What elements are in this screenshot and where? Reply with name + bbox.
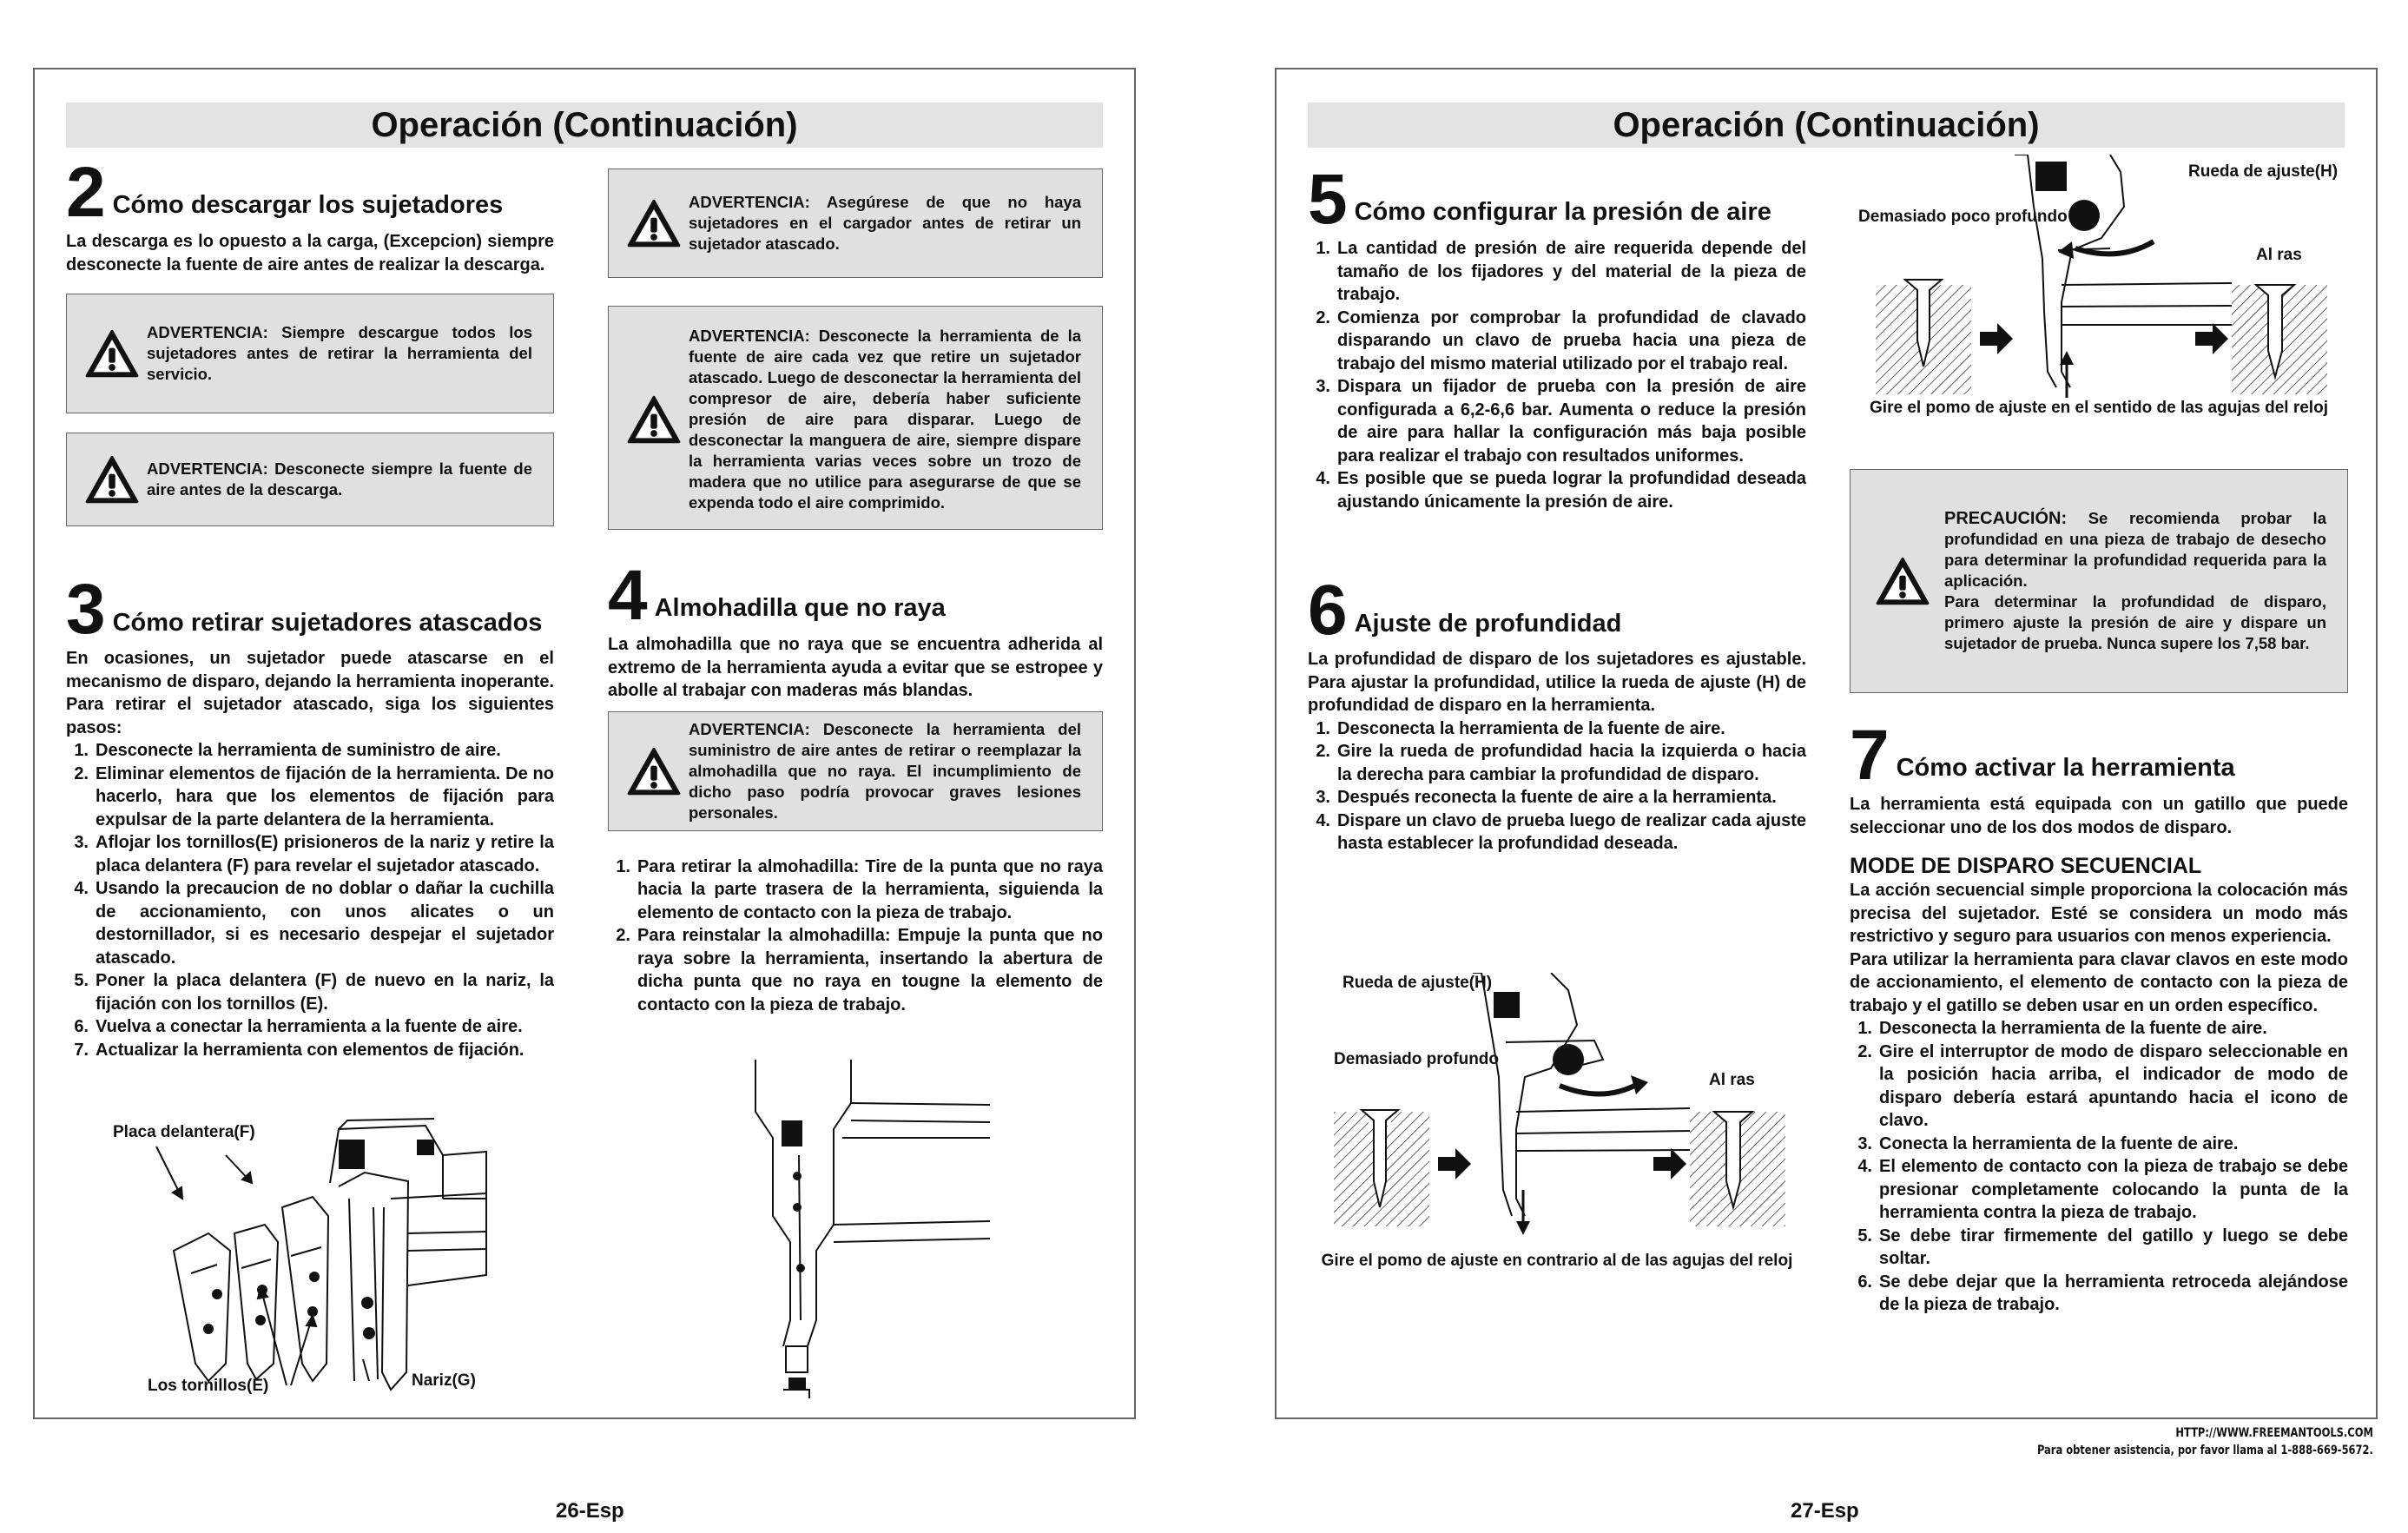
list-item-number: 7. — [74, 1040, 89, 1060]
list-item — [1850, 1155, 2348, 1225]
section-7-para-2: Para utilizar la herramienta para clavar clavos en este modo de accionamiento, el elemento de contacto con la pieza de trabajo y el gatillo se deben usar en un orden específico. — [1850, 949, 2348, 1015]
warning-icon — [619, 746, 689, 796]
list-item-number: 4. — [1316, 810, 1330, 830]
label-too-shallow: Demasiado poco profundo — [1858, 208, 2068, 226]
label-too-deep: Demasiado profundo — [1334, 1050, 1500, 1068]
list-item — [66, 969, 554, 1015]
contact-info — [2037, 1424, 2373, 1459]
warning-icon — [77, 454, 147, 505]
section-4-steps — [608, 856, 1103, 1017]
label-flush: Al ras — [2256, 246, 2302, 264]
list-item-number: 5. — [1857, 1226, 1872, 1246]
section-6-title — [1308, 571, 1806, 651]
section-2-intro: La descarga es lo opuesto a la carga, (Excepcion) siempre desconecte la fuente de aire antes de realizar la descarga. — [66, 232, 554, 274]
list-item-number: 4. — [74, 879, 89, 899]
list-item — [1308, 809, 1806, 856]
list-item-text: Es posible que se pueda lograr la profundidad deseada ajustando únicamente la presión de aire. — [1337, 469, 1806, 512]
warning-box — [66, 294, 554, 413]
list-item — [1308, 375, 1806, 467]
section-number: 2 — [66, 153, 106, 232]
page-number: 27-Esp — [1791, 1499, 1859, 1523]
label-adjust-wheel: Rueda de ajuste(H) — [1343, 974, 1493, 992]
warning-text: ADVERTENCIA: Desconecte la herramienta de la fuente de aire cada vez que retire un sujetador atascado. Luego de desconectar la herramienta del compresor de aire, debería haber suficiente presión de aire para disparar. Luego de desconectar la manguera de aire, siempre dispare la herramienta varias veces sobre un trozo de madera que no utilice para asegurarse de que se expenda todo el aire comprimido. — [689, 327, 1081, 512]
page-left — [33, 68, 1136, 1523]
list-item — [1850, 1271, 2348, 1317]
list-item-text: La cantidad de presión de aire requerida depende del tamaño de los fijadores y del material de la pieza de trabajo. — [1337, 239, 1806, 305]
right-column-1 — [1308, 160, 1806, 856]
list-item-text: Desconecta la herramienta de la fuente de aire. — [1337, 718, 1725, 738]
list-item-number: 3. — [1316, 788, 1330, 808]
section-4-title — [608, 556, 1103, 635]
caution-text-2: Para determinar la profundidad de disparo, primero ajuste la presión de aire y dispare un sujetador de prueba. Nunca supere los 7,58 bar. — [1944, 592, 2326, 652]
label-nose: Nariz(G) — [412, 1371, 476, 1390]
list-item — [1850, 1041, 2348, 1133]
label-adjust-wheel: Rueda de ajuste(H) — [2188, 162, 2339, 181]
no-mar-pad-drawing — [721, 1060, 1007, 1398]
list-item-number: 1. — [1857, 1019, 1872, 1039]
list-item-number: 4. — [1316, 469, 1330, 489]
no-mar-pad-figure — [721, 1060, 1007, 1398]
section-3-intro: En ocasiones, un sujetador puede atascarse en el mecanismo de disparo, dejando la herramienta inoperante. Para retirar el sujetador atascado, siga los siguientes pasos: — [66, 649, 554, 737]
list-item-text: El elemento de contacto con la pieza de trabajo se debe presionar completamente colocando la punta de la herramienta contra la pieza de trabajo. — [1879, 1157, 2348, 1223]
list-item-number: 2. — [1316, 742, 1330, 762]
section-7-title — [1850, 716, 2348, 795]
section-5-title — [1308, 160, 1806, 239]
list-item-text: Dispara un fijador de prueba con la presión de aire configurada a 6,2-6,6 bar. Aumenta o reduce la presión de aire para hallar la configuración más baja posible para realizar el trabajo con resultados uniformes. — [1337, 377, 1806, 466]
section-3-title — [66, 570, 554, 650]
warning-icon — [619, 394, 689, 445]
page-header: Operación (Continuación) — [66, 102, 1103, 148]
sequential-mode-heading: MODE DE DISPARO SECUENCIAL — [1850, 854, 2202, 879]
section-heading: Cómo activar la herramienta — [1896, 754, 2235, 783]
list-item-number: 1. — [74, 741, 89, 761]
depth-shallow-figure — [1850, 155, 2348, 441]
warning-icon — [1861, 556, 1944, 606]
section-3-steps — [66, 739, 554, 1061]
list-item-text: Después reconecta la fuente de aire a la herramienta. — [1337, 788, 1777, 808]
list-item — [1308, 740, 1806, 786]
depth-shallow-drawing — [1850, 155, 2348, 406]
section-2-title — [66, 153, 554, 232]
list-item — [66, 1039, 554, 1062]
warning-box — [608, 306, 1103, 530]
list-item-number: 4. — [1857, 1157, 1872, 1177]
warning-text: ADVERTENCIA: Asegúrese de que no haya sujetadores en el cargador antes de retirar un sujetador atascado. — [689, 193, 1081, 253]
nose-plate-figure — [78, 1103, 530, 1398]
list-item-number: 2. — [616, 926, 630, 946]
label-flush: Al ras — [1709, 1071, 1755, 1089]
list-item-text: Actualizar la herramienta con elementos de fijación. — [96, 1040, 524, 1060]
caution-text-1: Se recomienda probar la profundidad en una pieza de trabajo de desecho para determinar la profundidad requerida para la aplicación. — [1944, 509, 2326, 590]
list-item-text: Desconecta la herramienta de la fuente de aire. — [1879, 1019, 2267, 1039]
list-item-number: 1. — [616, 856, 630, 876]
list-item — [1850, 1133, 2348, 1156]
list-item-text: Poner la placa delantera (F) de nuevo en la nariz, la fijación con los tornillos (E). — [96, 971, 554, 1014]
warning-box — [66, 433, 554, 526]
list-item-number: 6. — [1857, 1272, 1872, 1292]
list-item-text: Dispare un clavo de prueba luego de realizar cada ajuste hasta establecer la profundidad deseada. — [1337, 810, 1806, 854]
section-heading: Ajuste de profundidad — [1354, 609, 1622, 638]
list-item-text: Aflojar los tornillos(E) prisioneros de la nariz y retire la placa delantera (F) para revelar el sujetador atascado. — [96, 833, 554, 876]
list-item — [1308, 237, 1806, 307]
section-heading: Cómo descargar los sujetadores — [112, 191, 504, 220]
figure-caption: Gire el pomo de ajuste en el sentido de las agujas del reloj — [1870, 399, 2328, 417]
support-phone: Para obtener asistencia, por favor llama al 1-888-669-5672. — [2037, 1444, 2373, 1457]
list-item — [1308, 467, 1806, 513]
list-item-number: 3. — [1857, 1133, 1872, 1153]
list-item-text: Gire la rueda de profundidad hacia la izquierda o hacia la derecha para cambiar la profundidad de disparo. — [1337, 742, 1806, 784]
website-url[interactable]: HTTP://WWW.FREEMANTOOLS.COM — [2175, 1426, 2373, 1440]
list-item-number: 5. — [74, 971, 89, 991]
left-column-1 — [66, 153, 554, 1061]
label-screws: Los tornillos(E) — [148, 1377, 269, 1395]
section-6-intro: La profundidad de disparo de los sujetadores es ajustable. Para ajustar la profundidad, utilice la rueda de ajuste (H) de profundidad de disparo en la herramienta. — [1308, 650, 1806, 716]
page-header: Operación (Continuación) — [1308, 102, 2345, 148]
list-item-text: Conecta la herramienta de la fuente de aire. — [1879, 1133, 2239, 1153]
caution-box — [1850, 469, 2348, 693]
list-item — [66, 877, 554, 969]
list-item-text: Para retirar la almohadilla: Tire de la punta que no raya hacia la parte trasera de la herramienta, siguienda la elemento de contacto con la pieza de trabajo. — [637, 856, 1103, 922]
list-item-text: Se debe dejar que la herramienta retroceda alejándose de la pieza de trabajo. — [1879, 1272, 2348, 1315]
list-item — [66, 831, 554, 877]
list-item — [66, 763, 554, 832]
list-item-number: 2. — [74, 763, 89, 783]
list-item-text: Se debe tirar firmemente del gatillo y luego se debe soltar. — [1879, 1226, 2348, 1269]
section-heading: Cómo configurar la presión de aire — [1354, 198, 1771, 227]
list-item-text: Vuelva a conectar la herramienta a la fuente de aire. — [96, 1017, 523, 1037]
list-item-number: 3. — [74, 833, 89, 853]
section-number: 3 — [66, 570, 106, 650]
list-item-text: Comienza por comprobar la profundidad de clavado disparando un clavo de prueba hacia una pieza de trabajo del mismo material utilizado por el trabajo real. — [1337, 307, 1806, 373]
section-4-intro: La almohadilla que no raya que se encuentra adherida al extremo de la herramienta ayuda a evitar que se estropee y abolle al trabajar con maderas más blandas. — [608, 635, 1103, 701]
label-front-plate: Placa delantera(F) — [113, 1123, 255, 1141]
list-item-number: 3. — [1316, 377, 1330, 397]
list-item — [1308, 786, 1806, 809]
caution-label: PRECAUCIÓN: — [1944, 509, 2068, 528]
warning-box — [608, 168, 1103, 278]
list-item — [66, 1015, 554, 1039]
warning-text: ADVERTENCIA: Siempre descargue todos los sujetadores antes de retirar la herramienta del servicio. — [147, 323, 532, 384]
section-number: 6 — [1308, 571, 1348, 651]
list-item — [1308, 307, 1806, 376]
warning-text: ADVERTENCIA: Desconecte siempre la fuente de aire antes de la descarga. — [147, 459, 532, 499]
section-5-steps — [1308, 237, 1806, 513]
section-7-para-1: La acción secuencial simple proporciona la colocación más precisa del sujetador. Esté se considera un modo más restrictivo y seguro para usuarios con menos experiencia. — [1850, 881, 2348, 947]
warning-icon — [77, 328, 147, 379]
list-item — [1850, 1225, 2348, 1271]
list-item — [66, 739, 554, 763]
depth-deep-figure — [1308, 973, 1806, 1338]
list-item-text: Para reinstalar la almohadilla: Empuje la punta que no raya sobre la herramienta, insertando la abertura de dicha punta que no raya en tougne la elemento de contacto con la pieza de trabajo. — [637, 926, 1103, 1014]
list-item-text: Gire el interruptor de modo de disparo seleccionable en la posición hacia arriba, el indicador de modo de disparo debería estará apuntando hacia el icono de clavo. — [1879, 1041, 2348, 1131]
section-heading: Cómo retirar sujetadores atascados — [112, 608, 543, 637]
nose-plate-drawing — [78, 1103, 530, 1398]
right-column-2 — [1850, 155, 2348, 1317]
section-number: 4 — [608, 556, 648, 635]
warning-icon — [619, 198, 689, 248]
section-6-steps — [1308, 717, 1806, 856]
section-heading: Almohadilla que no raya — [654, 594, 946, 623]
list-item-number: 2. — [1857, 1041, 1872, 1061]
list-item-text: Eliminar elementos de fijación de la herramienta. De no hacerlo, hara que los elementos de fijación para expulsar de la parte delantera de la herramienta. — [96, 763, 554, 829]
section-7-intro: La herramienta está equipada con un gatillo que puede seleccionar uno de los dos modos de disparo. — [1850, 795, 2348, 837]
section-number: 7 — [1850, 716, 1890, 795]
list-item-text: Usando la precaucion de no doblar o dañar la cuchilla de accionamiento, con unos alicates o un destornillador, si es necesario despejar el sujetador atascado. — [96, 879, 554, 968]
list-item — [1308, 717, 1806, 741]
list-item-number: 2. — [1316, 307, 1330, 327]
figure-caption: Gire el pomo de ajuste en contrario al de las agujas del reloj — [1321, 1252, 1793, 1270]
list-item — [1850, 1017, 2348, 1041]
page-number: 26-Esp — [556, 1499, 624, 1523]
warning-text: ADVERTENCIA: Desconecte la herramienta del suministro de aire antes de retirar o reemplazar la almohadilla que no raya. El incumplimiento de dicho paso podría provocar graves lesiones personales. — [689, 719, 1081, 822]
list-item-number: 1. — [1316, 239, 1330, 259]
section-7-steps — [1850, 1017, 2348, 1317]
section-number: 5 — [1308, 160, 1348, 239]
list-item — [608, 856, 1103, 925]
list-item-text: Desconecte la herramienta de suministro de aire. — [96, 741, 501, 761]
list-item-number: 1. — [1316, 718, 1330, 738]
caution-text — [1944, 508, 2326, 654]
list-item — [608, 924, 1103, 1016]
list-item-number: 6. — [74, 1017, 89, 1037]
warning-box — [608, 711, 1103, 831]
left-column-2 — [608, 168, 1103, 1016]
